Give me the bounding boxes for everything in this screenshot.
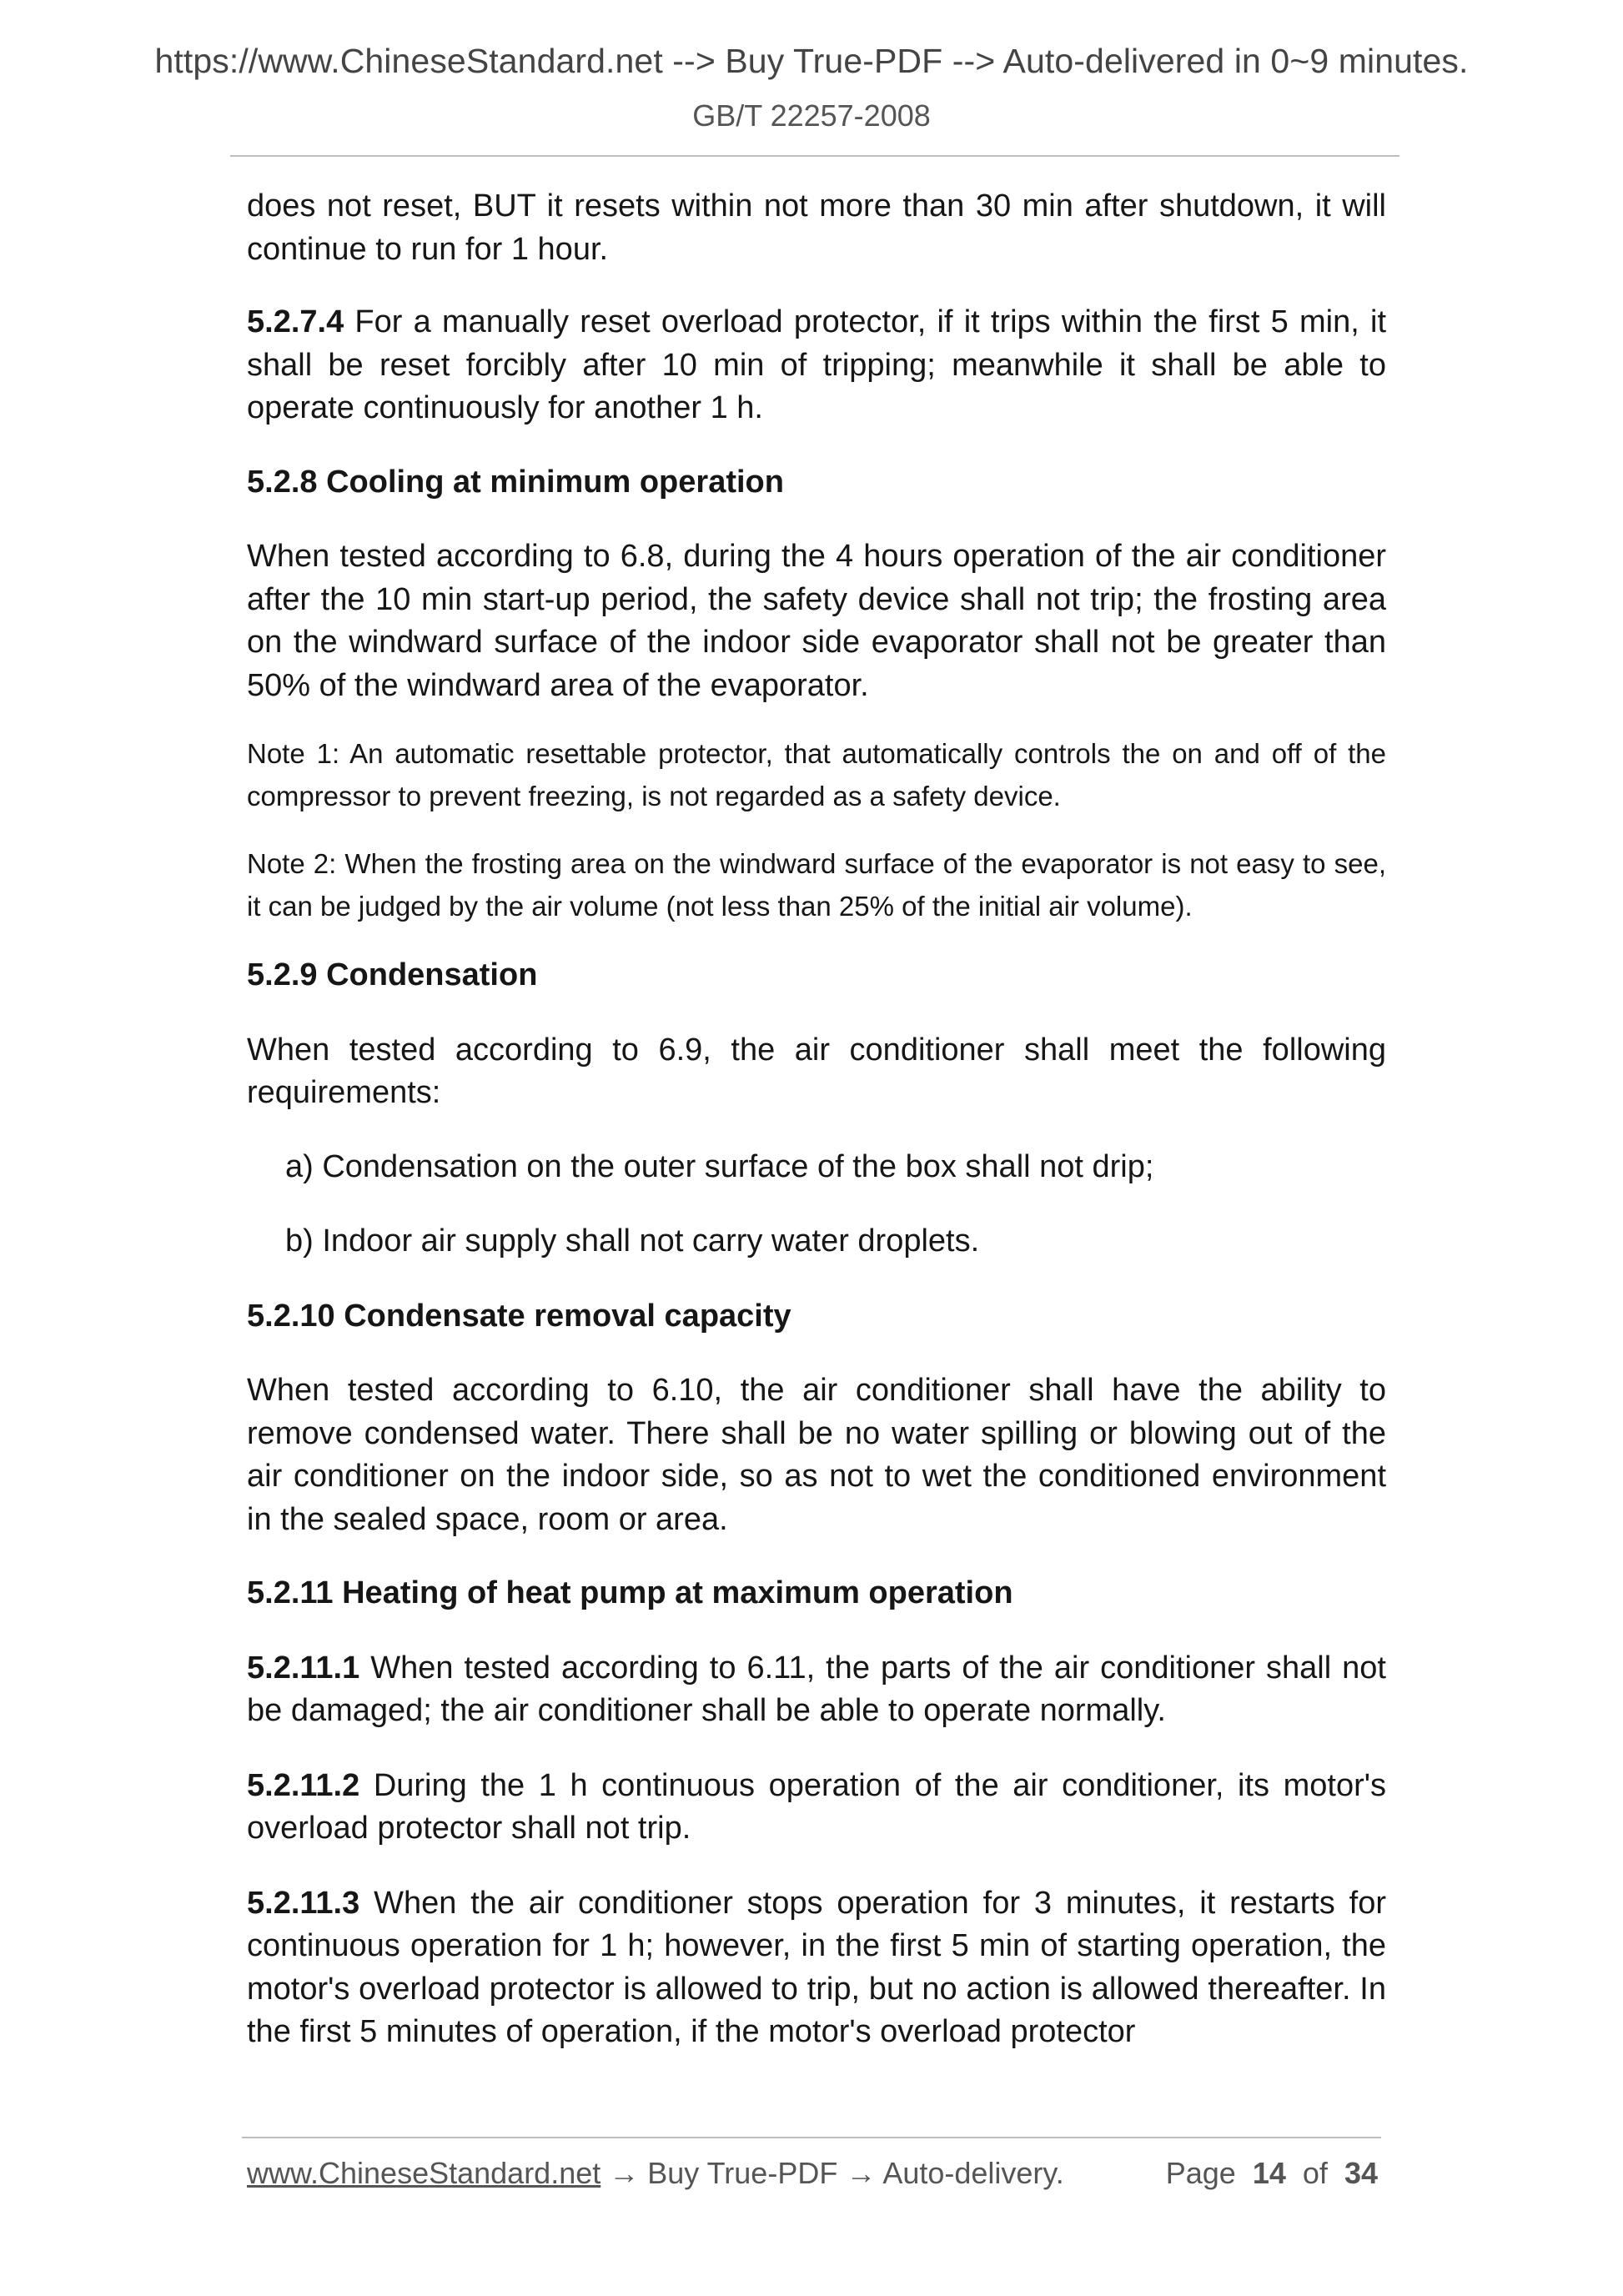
note-1: Note 1: An automatic resettable protector, that automatically controls the on and off of the compressor to prevent freezing, is not regarded as a safety device.: [247, 738, 1386, 811]
page-of-label: of: [1302, 2156, 1328, 2190]
page-footer: [247, 2156, 1378, 2191]
header-divider: [230, 155, 1399, 157]
section-heading-5-2-11: 5.2.11 Heating of heat pump at maximum operation: [247, 1575, 1013, 1610]
paragraph-continuation: does not reset, BUT it resets within not more than 30 min after shutdown, it will continue to run for 1 hour.: [247, 188, 1386, 267]
list-item-b: b) Indoor air supply shall not carry water droplets.: [285, 1223, 980, 1259]
page-label: Page: [1165, 2156, 1236, 2190]
clause-number: 5.2.7.4: [247, 304, 344, 339]
clause-5-2-11-1: [247, 1647, 1386, 1733]
page-indicator: [1166, 2156, 1378, 2191]
page-total: 34: [1344, 2156, 1378, 2190]
clause-text: When the air conditioner stops operation for 3 minutes, it restarts for continuous operation for 1 h; however, in the first 5 min of starting operation, the motor's overload protector is allowed to trip, but no action is allowed thereafter. In the first 5 minutes of operation, if the motor's overload protector: [247, 1885, 1386, 2049]
footer-tagline: → Buy True-PDF → Auto-delivery.: [600, 2156, 1064, 2190]
paragraph-5-2-8: When tested according to 6.8, during the 4 hours operation of the air conditioner after the 10 min start-up period, the safety device shall not trip; the frosting area on the windward surface of the indoor side evaporator shall not be greater than 50% of the windward area of the evaporator.: [247, 539, 1386, 703]
clause-number: 5.2.11.3: [247, 1885, 360, 1921]
standard-code: GB/T 22257-2008: [692, 98, 931, 133]
document-body: [247, 185, 1386, 2054]
clause-5-2-7-4: [247, 301, 1386, 430]
footer-divider: [242, 2137, 1381, 2138]
clause-number: 5.2.11.1: [247, 1650, 360, 1686]
clause-text: When tested according to 6.11, the parts of the air conditioner shall not be damaged; the air conditioner shall be able to operate normally.: [247, 1650, 1386, 1728]
list-item-a: a) Condensation on the outer surface of the box shall not drip;: [285, 1148, 1154, 1184]
clause-text: For a manually reset overload protector, if it trips within the first 5 min, it shall be reset forcibly after 10 min of tripping; meanwhile it shall be able to operate continuously for another 1 h.: [247, 304, 1386, 425]
paragraph-5-2-10: When tested according to 6.10, the air conditioner shall have the ability to remove condensed water. There shall be no water spilling or blowing out of the air conditioner on the indoor side, so as not to wet the conditioned environment in the sealed space, room or area.: [247, 1373, 1386, 1537]
clause-5-2-11-2: [247, 1765, 1386, 1851]
clause-5-2-11-3: [247, 1882, 1386, 2054]
source-banner: https://www.ChineseStandard.net --> Buy True-PDF --> Auto-delivered in 0~9 minutes.: [154, 42, 1469, 80]
paragraph-5-2-9: When tested according to 6.9, the air conditioner shall meet the following requirements:: [247, 1032, 1386, 1110]
clause-text: During the 1 h continuous operation of the air conditioner, its motor's overload protector shall not trip.: [247, 1767, 1386, 1846]
footer-site-link[interactable]: www.ChineseStandard.net: [247, 2156, 601, 2190]
page-current: 14: [1252, 2156, 1286, 2190]
clause-number: 5.2.11.2: [247, 1767, 360, 1803]
section-heading-5-2-9: 5.2.9 Condensation: [247, 957, 538, 992]
note-2: Note 2: When the frosting area on the windward surface of the evaporator is not easy to see, it can be judged by the air volume (not less than 25% of the initial air volume).: [247, 848, 1386, 922]
section-heading-5-2-8: 5.2.8 Cooling at minimum operation: [247, 464, 784, 500]
section-heading-5-2-10: 5.2.10 Condensate removal capacity: [247, 1298, 791, 1334]
